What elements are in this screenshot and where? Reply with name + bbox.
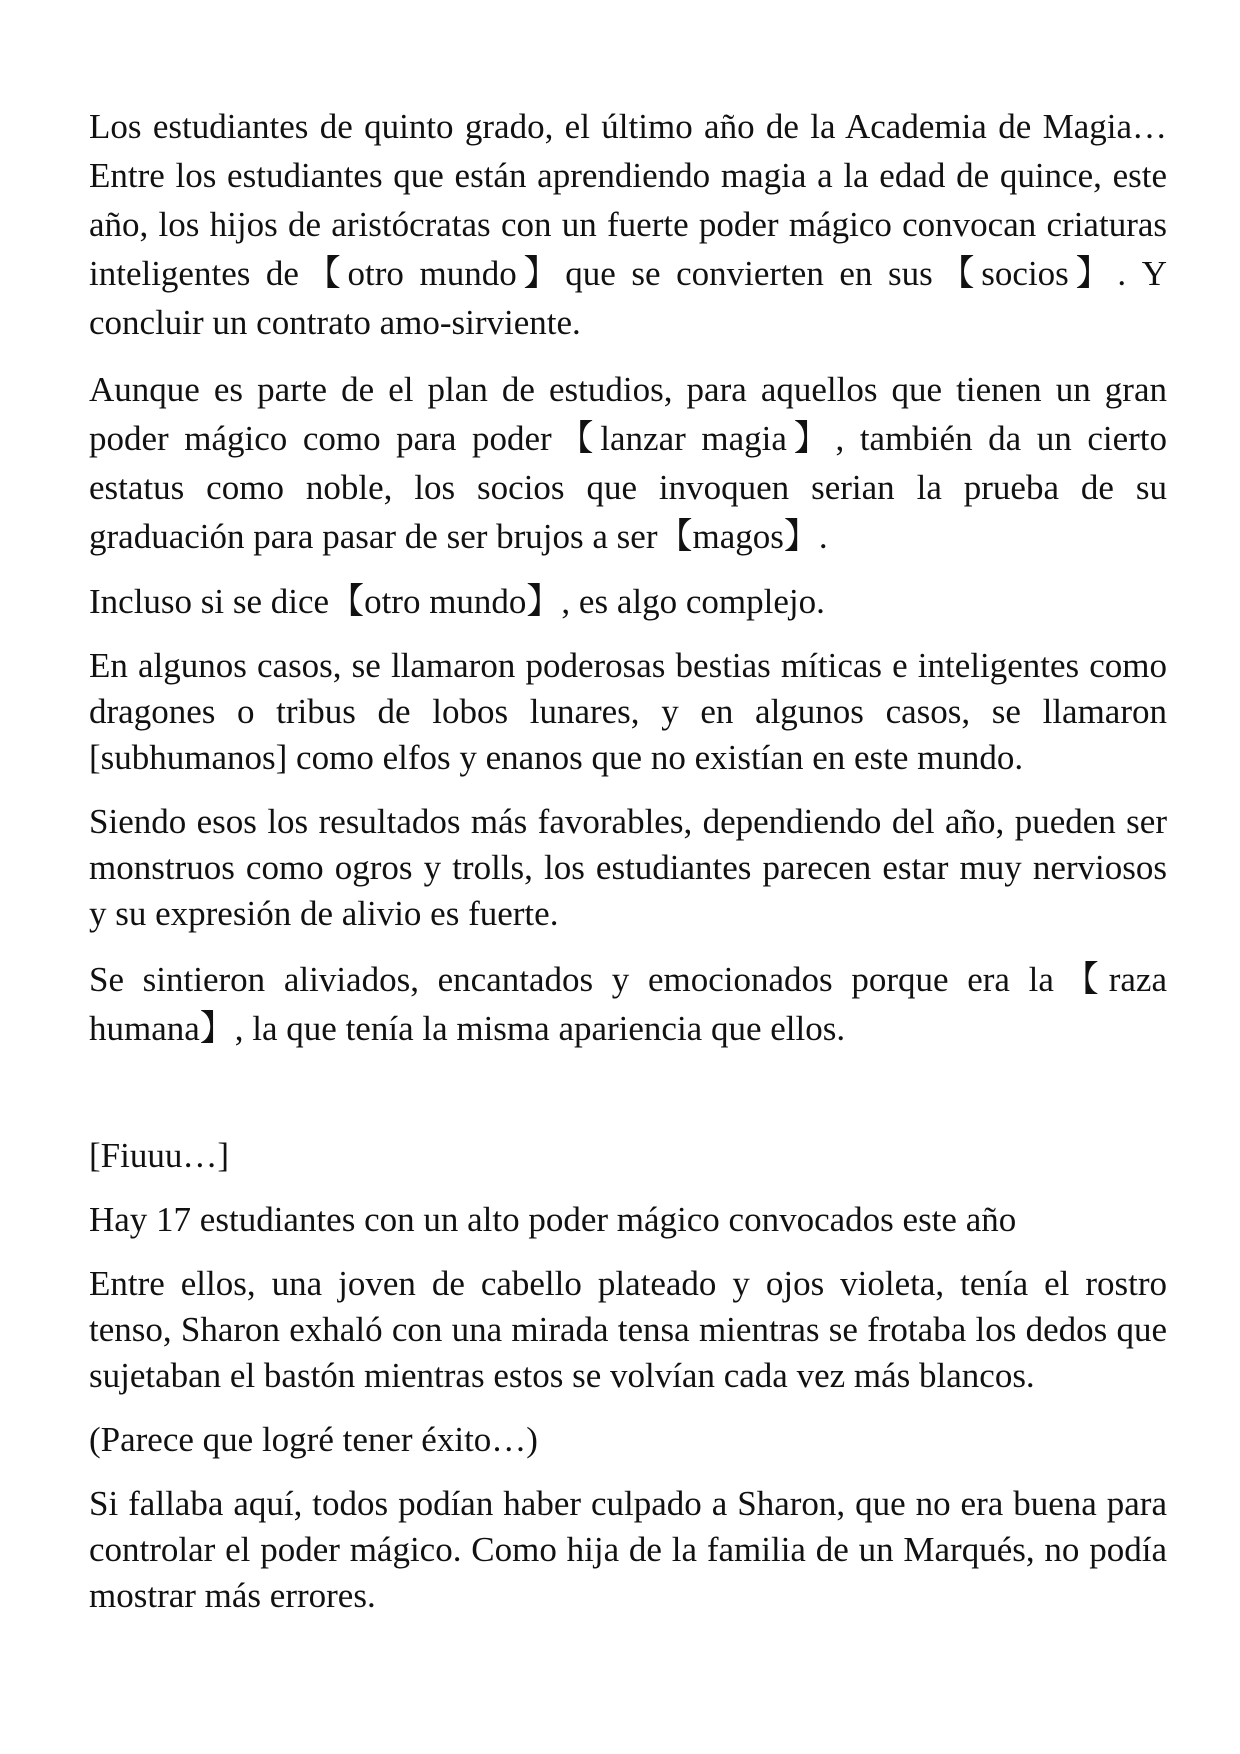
paragraph-other-world: Incluso si se dice【otro mundo】, es algo complejo. [89, 582, 825, 621]
section-break [89, 1071, 1167, 1133]
paragraph-student-count: Hay 17 estudiantes con un alto poder mágico convocados este año [89, 1200, 1017, 1239]
paragraph-summoned-beings: En algunos casos, se llamaron poderosas bestias míticas e inteligentes como dragones o tribus de lobos lunares, y en algunos casos, se llamaron [subhumanos] como elfos y enanos que no existían en este mundo. [89, 646, 1167, 777]
paragraph-curriculum: Aunque es parte de el plan de estudios, para aquellos que tienen un gran poder mágico como para poder【lanzar magia】, también da un cierto estatus como noble, los socios que invoquen serian la prueba de su graduación para pasar de ser brujos a ser【magos】. [89, 370, 1167, 556]
paragraph-sigh: [Fiuuu…] [89, 1136, 229, 1175]
document-body [89, 102, 1167, 1637]
paragraph-favorable-results: Siendo esos los resultados más favorables, dependiendo del año, pueden ser monstruos como ogros y trolls, los estudiantes parecen estar muy nerviosos y su expresión de alivio es fuerte. [89, 802, 1167, 933]
paragraph-academy-intro: Los estudiantes de quinto grado, el último año de la Academia de Magia… Entre los estudiantes que están aprendiendo magia a la edad de quince, este año, los hijos de aristócratas con un fuerte poder mágico convocan criaturas inteligentes de【otro mundo】que se convierten en sus【socios】. Y concluir un contrato amo-sirviente. [89, 107, 1167, 342]
paragraph-thought: (Parece que logré tener éxito…) [89, 1420, 538, 1459]
paragraph-relief: Se sintieron aliviados, encantados y emocionados porque era la【raza humana】, la que tenía la misma apariencia que ellos. [89, 960, 1167, 1048]
paragraph-sharon: Entre ellos, una joven de cabello plateado y ojos violeta, tenía el rostro tenso, Sharon exhaló con una mirada tensa mientras se frotaba los dedos que sujetaban el bastón mientras estos se volvían cada vez más blancos. [89, 1264, 1167, 1395]
paragraph-pressure: Si fallaba aquí, todos podían haber culpado a Sharon, que no era buena para controlar el poder mágico. Como hija de la familia de un Marqués, no podía mostrar más errores. [89, 1484, 1167, 1615]
